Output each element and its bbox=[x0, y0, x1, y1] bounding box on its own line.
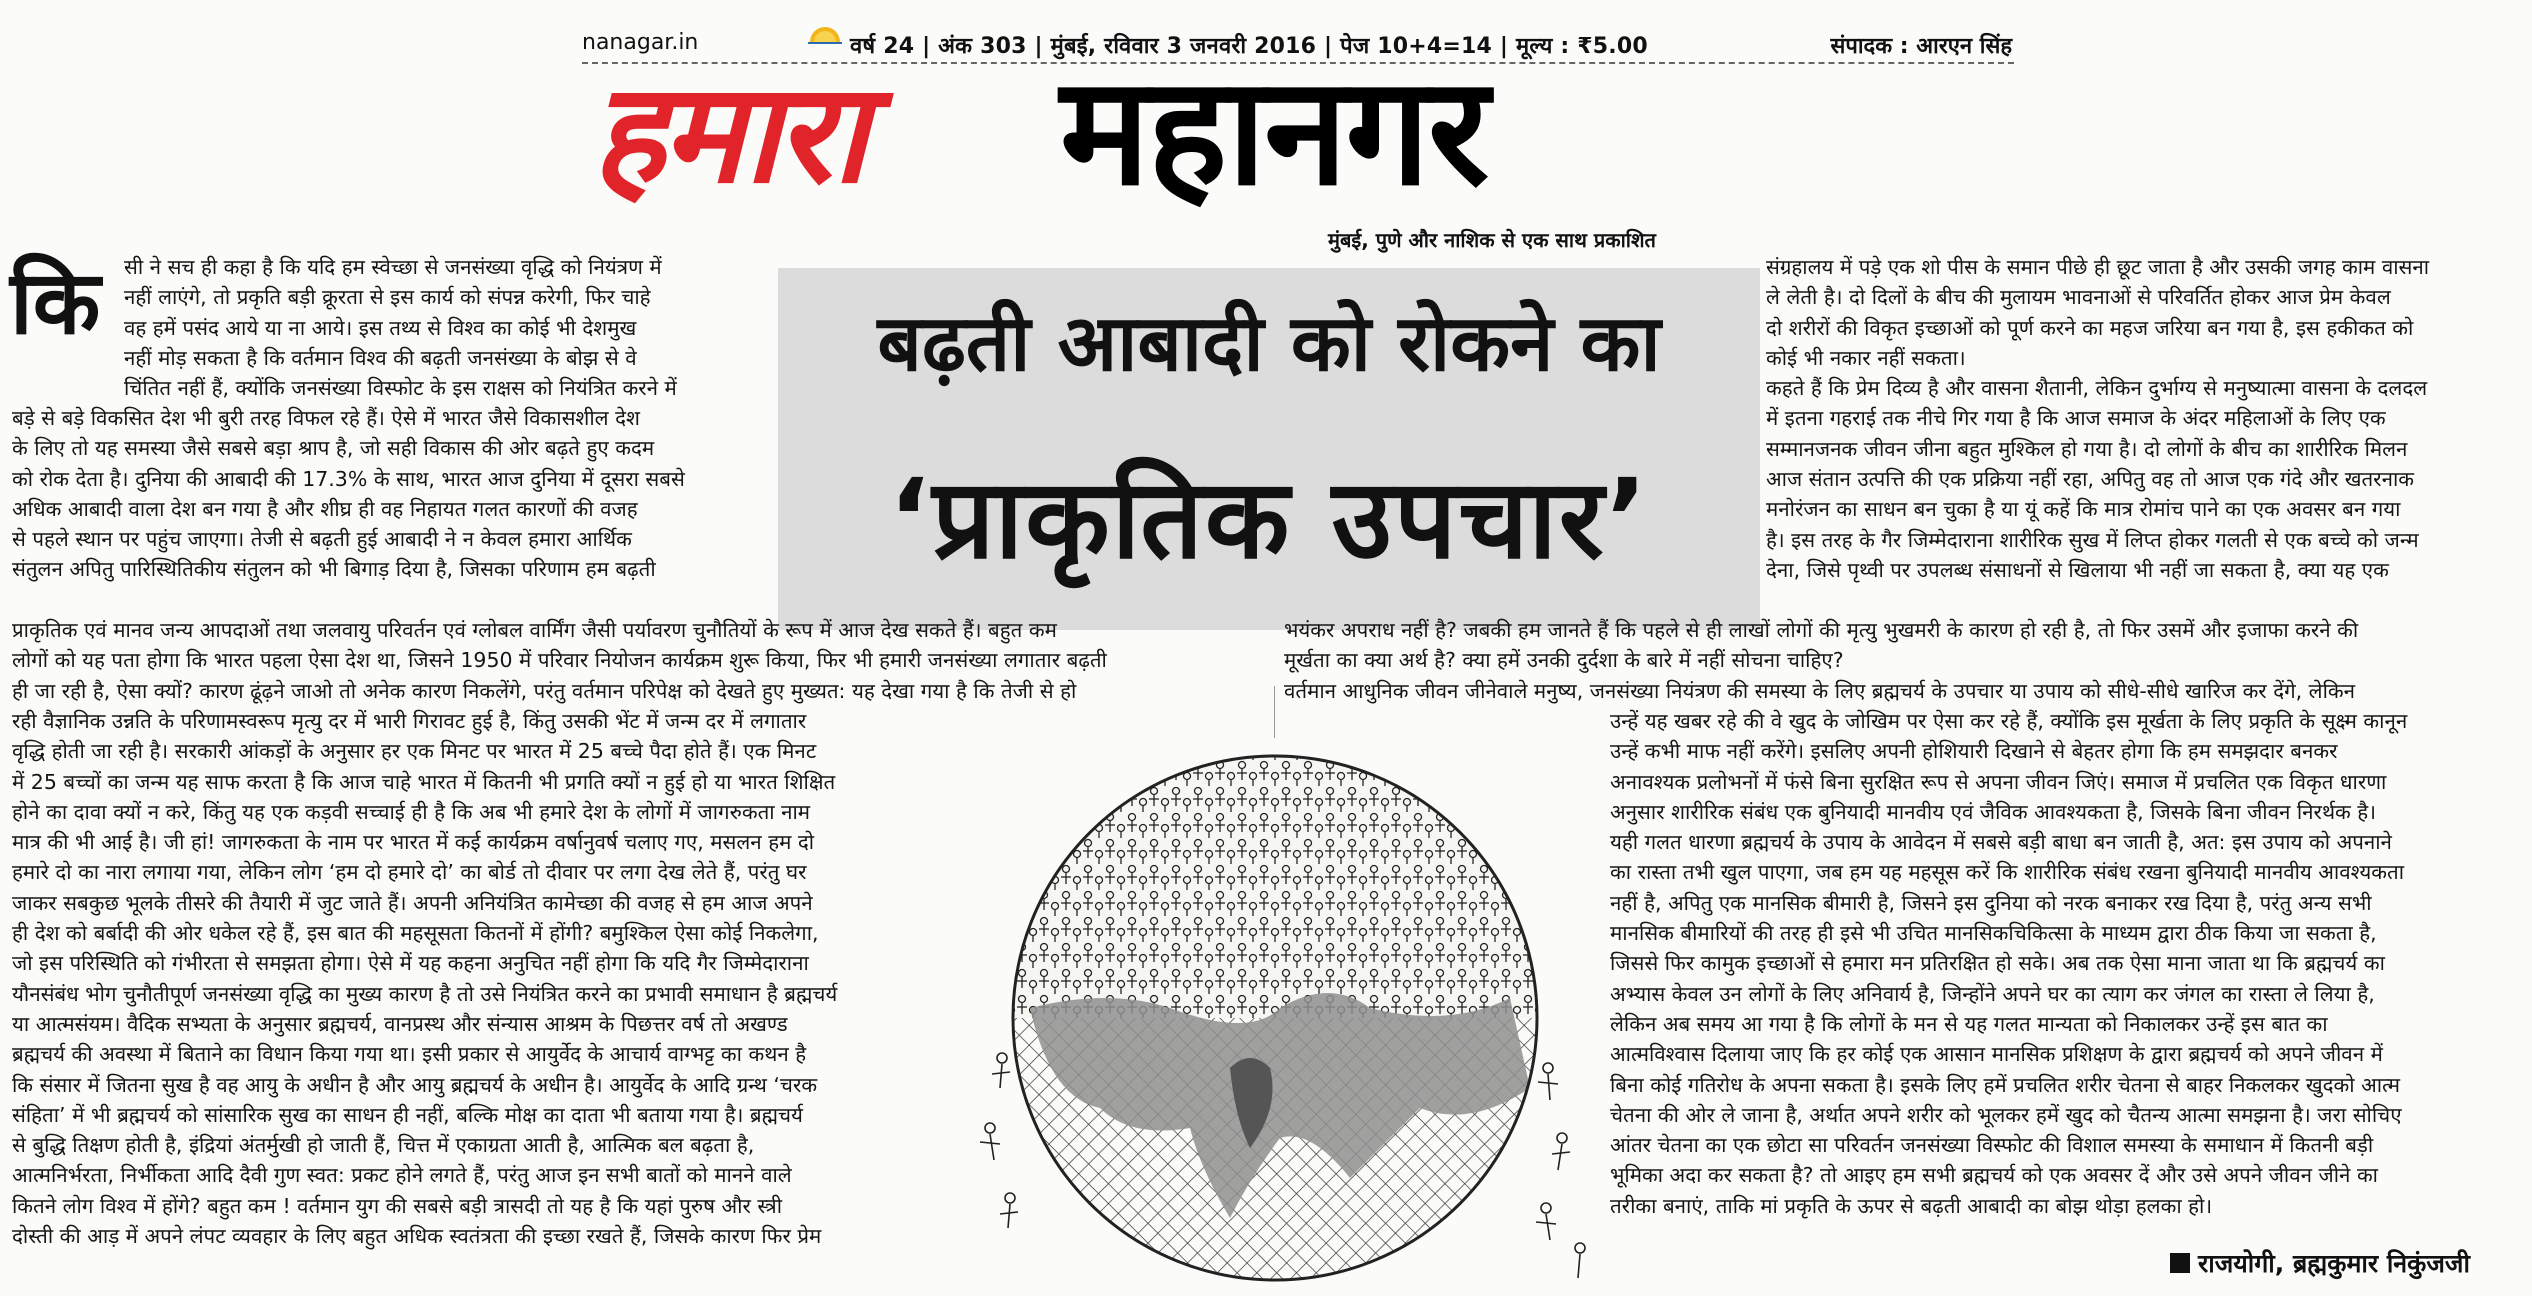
author-marker bbox=[2170, 1253, 2190, 1273]
article-right-bottom bbox=[1610, 706, 2518, 1221]
article-left-bottom bbox=[12, 706, 946, 1251]
masthead-tagline: मुंबई, पुणे और नाशिक से एक साथ प्रकाशित bbox=[1328, 228, 1656, 252]
masthead-title-red: हमारा bbox=[592, 51, 864, 214]
article-line: तरीका बनाएं, ताकि मां प्रकृति के ऊपर से बढ़ती आबादी का बोझ थोड़ा हलका हो। bbox=[1610, 1193, 2213, 1218]
article-wide-left bbox=[12, 615, 1264, 706]
article-line: सम्मानजनक जीवन जीना बहुत मुश्किल हो गया है। दो लोगों के बीच का शारीरिक मिलन bbox=[1766, 436, 2408, 461]
article-line: संग्रहालय में पड़े एक शो पीस के समान पीछे ही छूट जाता है और उसकी जगह काम वासना bbox=[1766, 255, 2430, 279]
article-line: उन्हें कभी माफ नहीं करेंगे। इसलिए अपनी होशियारी दिखाने से बेहतर होगा कि हम समझदार बनकर bbox=[1610, 739, 2338, 764]
drop-cap: कि bbox=[10, 250, 101, 354]
site-url: nanagar.in bbox=[582, 30, 699, 55]
article-line: उन्हें यह खबर रहे की वे खुद के जोखिम पर ऐसा कर रहे हैं, क्योंकि इस मूर्खता के लिए प्रकृति के सूक्ष्म कानून bbox=[1610, 709, 2408, 733]
article-line: ही देश को बर्बादी की ओर धकेल रहे हैं, इस बात की महसूसता कितनों में होंगी? बमुश्किल ऐसा कोई निकलेगा, bbox=[12, 921, 819, 946]
article-line: संतुलन अपितु पारिस्थितिकीय संतुलन को भी बिगाड़ दिया है, जिसका परिणाम हम बढ़ती bbox=[12, 557, 656, 582]
article-line: नहीं मोड़ सकता है कि वर्तमान विश्व की बढ़ती जनसंख्या के बोझ से वे bbox=[124, 345, 637, 370]
article-line: कितने लोग विश्व में होंगे? बहुत कम ! वर्तमान युग की सबसे बड़ी त्रासदी तो यह है कि यहां पुरुष और स्त्री bbox=[12, 1193, 782, 1218]
article-line: दोस्ती की आड़ में अपने लंपट व्यवहार के लिए बहुत अधिक स्वतंत्रता की इच्छा रखते हैं, जिसके कारण फिर प्रेम bbox=[12, 1224, 822, 1249]
article-line: सी ने सच ही कहा है कि यदि हम स्वेच्छा से जनसंख्या वृद्धि को नियंत्रण में bbox=[124, 255, 662, 279]
article-line: यौनसंबंध भोग चुनौतीपूर्ण जनसंख्या वृद्धि का मुख्य कारण है तो उसे नियंत्रित करने का प्रभावी समाधान है ब्रह्मचर्य bbox=[12, 981, 838, 1006]
article-line: है। इस तरह के गैर जिम्मेदाराना शारीरिक सुख में लिप्त होकर गलती से एक बच्चे को जन्म bbox=[1766, 527, 2419, 552]
article-line: अनुसार शारीरिक संबंध एक बुनियादी मानवीय एवं जैविक आवश्यकता है, जिसके बिना जीवन निरर्थक है। bbox=[1610, 799, 2376, 824]
article-right-top bbox=[1766, 252, 2518, 585]
article-line: अनावश्यक प्रलोभनों में फंसे बिना सुरक्षित रूप से अपना जीवन जिएं। समाज में प्रचलित एक विकृत धारणा bbox=[1610, 769, 2387, 794]
article-left-top bbox=[124, 252, 764, 403]
article-line: अधिक आबादी वाला देश बन गया है और शीघ्र ही वह निहायत गलत कारणों की वजह bbox=[12, 496, 638, 521]
article-line: भयंकर अपराध नहीं है? जबकी हम जानते हैं कि पहले से ही लाखों लोगों की मृत्यु भुखमरी के कारण हो रही है, तो फिर उसमें और इजाफा करने की bbox=[1284, 618, 2359, 642]
article-line: संहिता’ में भी ब्रह्मचर्य को सांसारिक सुख का साधन ही नहीं, बल्कि मोक्ष का दाता भी बताया गया है। ब्रह्मचर्य bbox=[12, 1102, 803, 1127]
article-line: से बुद्धि तिक्षण होती है, इंद्रियां अंतर्मुखी हो जाती हैं, चित्त में एकाग्रता आती है, आत्मिक बल बढ़ता है, bbox=[12, 1133, 755, 1158]
editor-credit: संपादक : आरएन सिंह bbox=[1830, 34, 2012, 59]
article-line: वृद्धि होती जा रही है। सरकारी आंकड़ों के अनुसार हर एक मिनट पर भारत में 25 बच्चे पैदा होते हैं। एक मिनट bbox=[12, 739, 817, 764]
article-line: बिना कोई गतिरोध के अपना सकता है। इसके लिए हमें प्रचलित शरीर चेतना से बाहर निकलकर खुदको आत्म bbox=[1610, 1072, 2401, 1097]
headline-line-2: ‘प्राकृतिक उपचार’ bbox=[888, 455, 1650, 583]
article-line: में इतना गहराई तक नीचे गिर गया है कि आज समाज के अंदर महिलाओं के लिए एक bbox=[1766, 406, 2386, 431]
article-line: वह हमें पसंद आये या ना आये। इस तथ्य से विश्व का कोई भी देशमुख bbox=[124, 315, 637, 340]
article-line: के लिए तो यह समस्या जैसे सबसे बड़ा श्राप है, जो सही विकास की ओर बढ़ते हुए कदम bbox=[12, 436, 655, 461]
article-line: भूमिका अदा कर सकता है? तो आइए हम सभी ब्रह्मचर्य को एक अवसर दें और उसे अपने जीवन जीने का bbox=[1610, 1163, 2378, 1188]
article-line: लेकिन अब समय आ गया है कि लोगों के मन से यह गलत मान्यता को निकालकर उन्हें इस बात का bbox=[1610, 1011, 2328, 1036]
article-line: यही गलत धारणा ब्रह्मचर्य के उपाय के आवेदन में सबसे बड़ी बाधा बन जाती है, अत: इस उपाय को अपनाने bbox=[1610, 830, 2392, 855]
article-line: नहीं है, अपितु एक मानसिक बीमारी है, जिसने इस दुनिया को नरक बनाकर रख दिया है, परंतु अन्य सभी bbox=[1610, 890, 2372, 915]
article-left-mid bbox=[12, 403, 764, 585]
article-line: कहते हैं कि प्रेम दिव्य है और वासना शैतानी, लेकिन दुर्भाग्य से मनुष्यात्मा वासना के दलदल bbox=[1766, 376, 2428, 401]
article-line: आंतर चेतना का एक छोटा सा परिवर्तन जनसंख्या विस्फोट की विशाल समस्या के समाधान में कितनी बड़ी bbox=[1610, 1133, 2374, 1158]
article-line: मात्र की भी आई है। जी हां! जागरुकता के नाम पर भारत में कई कार्यक्रम वर्षानुवर्ष चलाए गए, मसलन हम दो bbox=[12, 830, 815, 855]
article-line: ब्रह्मचर्य की अवस्था में बिताने का विधान किया गया था। इसी प्रकार से आयुर्वेद के आचार्य वाग्भट्ट का कथन है bbox=[12, 1042, 807, 1067]
article-line: जो इस परिस्थिति को गंभीरता से समझता होगा। ऐसे में यह कहना अनुचित नहीं होगा कि यदि गैर जिम्मेदाराना bbox=[12, 951, 809, 976]
article-wide-right bbox=[1284, 615, 2518, 706]
article-line: देना, जिसे पृथ्वी पर उपलब्ध संसाधनों से खिलाया भी नहीं जा सकता है, क्या यह एक bbox=[1766, 557, 2389, 582]
article-line: आज संतान उत्पत्ति की एक प्रक्रिया नहीं रहा, अपितु वह तो आज एक गंदे और खतरनाक bbox=[1766, 467, 2415, 492]
article-line: आत्मविश्वास दिलाया जाए कि हर कोई एक आसान मानसिक प्रशिक्षण के द्वारा ब्रह्मचर्य को अपने जीवन में bbox=[1610, 1042, 2383, 1067]
headline-line-1: बढ़ती आबादी को रोकने का bbox=[877, 299, 1661, 389]
author-byline: राजयोगी, ब्रह्मकुमार निकुंजजी bbox=[2198, 1249, 2470, 1278]
article-line: वर्तमान आधुनिक जीवन जीनेवाले मनुष्य, जनसंख्या नियंत्रण की समस्या के लिए ब्रह्मचर्य के उपचार या उपाय को सीधे-सीधे खारिज कर देंगे, लेकिन bbox=[1284, 678, 2355, 703]
article-line: मानसिक बीमारियों की तरह ही इसे भी उचित मानसिकचिकित्सा के माध्यम द्वारा ठीक किया जा सकता है, bbox=[1610, 921, 2377, 946]
article-line: आत्मनिर्भरता, निर्भीकता आदि दैवी गुण स्वत: प्रकट होने लगते हैं, परंतु आज इन सभी बातों को मानने वाले bbox=[12, 1163, 792, 1188]
article-line: दो शरीरों की विकृत इच्छाओं को पूर्ण करने का महज जरिया बन गया है, इस हकीकत को bbox=[1766, 315, 2414, 340]
article-line: लोगों को यह पता होगा कि भारत पहला ऐसा देश था, जिसने 1950 में परिवार नियोजन कार्यक्रम शुरू किया, फिर भी हमारी जनसंख्या लगातार बढ़ती bbox=[12, 648, 1107, 673]
article-line: कोई भी नकार नहीं सकता। bbox=[1766, 345, 1966, 370]
article-line: होने का दावा क्यों न करे, किंतु यह एक कड़वी सच्चाई ही है कि अब भी हमारे देश के लोगों में जागरुकता नाम bbox=[12, 799, 811, 824]
article-line: का रास्ता तभी खुल पाएगा, जब हम यह महसूस करें कि शारीरिक संबंध रखना बुनियादी मानवीय आवश्यकता bbox=[1610, 860, 2405, 885]
article-line: चेतना की ओर ले जाना है, अर्थात अपने शरीर को भूलकर हमें खुद को चैतन्य आत्मा समझना है। जरा सोचिए bbox=[1610, 1102, 2402, 1127]
article-line: को रोक देता है। दुनिया की आबादी की 17.3% के साथ, भारत आज दुनिया में दूसरा सबसे bbox=[12, 466, 685, 491]
article-line: अभ्यास केवल उन लोगों के लिए अनिवार्य है, जिन्होंने अपने घर का त्याग कर जंगल का रास्ता ले लिया है, bbox=[1610, 981, 2375, 1006]
article-line: से पहले स्थान पर पहुंच जाएगा। तेजी से बढ़ती हुई आबादी ने न केवल हमारा आर्थिक bbox=[12, 527, 632, 552]
sun-logo-icon bbox=[808, 22, 842, 44]
article-line: या आत्मसंयम। वैदिक सभ्यता के अनुसार ब्रह्मचर्य, वानप्रस्थ और संन्यास आश्रम के पिछत्तर वर्ष तो अखण्ड bbox=[12, 1011, 788, 1036]
article-line: बड़े से बड़े विकसित देश भी बुरी तरह विफल रहे हैं। ऐसे में भारत जैसे विकासशील देश bbox=[12, 406, 640, 430]
crowded-globe-illustration bbox=[950, 708, 1600, 1288]
masthead-title-black: महानगर bbox=[1060, 45, 1488, 219]
article-line: मनोरंजन का साधन बन चुका है या यूं कहें कि मात्र रोमांच पाने का एक अवसर बन गया bbox=[1766, 497, 2401, 522]
article-line: ले लेती है। दो दिलों के बीच की मुलायम भावनाओं से परिवर्तित होकर आज प्रेम केवल bbox=[1766, 285, 2391, 310]
article-line: कि संसार में जितना सुख है वह आयु के अधीन है और आयु ब्रह्मचर्य के अधीन है। आयुर्वेद के आदि ग्रन्थ ‘चरक bbox=[12, 1072, 818, 1097]
article-line: में 25 बच्चों का जन्म यह साफ करता है कि आज चाहे भारत में कितनी भी प्रगति क्यों न हुई हो या भारत शिक्षित bbox=[12, 769, 836, 794]
article-line: ही जा रही है, ऐसा क्यों? कारण ढूंढ़ने जाओ तो अनेक कारण निकलेंगे, परंतु वर्तमान परिपेक्ष को देखते हुए मुख्यत: यह देखा गया है कि तेजी से हो bbox=[12, 678, 1077, 703]
issue-info: वर्ष 24 | अंक 303 | मुंबई, रविवार 3 जनवरी 2016 | पेज 10+4=14 | मूल्य : ₹5.00 bbox=[850, 34, 1648, 59]
article-line: रही वैज्ञानिक उन्नति के परिणामस्वरूप मृत्यु दर में भारी गिरावट हुई है, किंतु उसकी भेंट में जन्म दर में लगातार bbox=[12, 709, 807, 733]
article-line: प्राकृतिक एवं मानव जन्य आपदाओं तथा जलवायु परिवर्तन एवं ग्लोबल वार्मिंग जैसी पर्यावरण चुनौतियों के रूप में आज देख सकते हैं। बहुत कम bbox=[12, 618, 1057, 642]
article-line: नहीं लाएंगे, तो प्रकृति बड़ी क्रूरता से इस कार्य को संपन्न करेगी, फिर चाहे bbox=[124, 285, 651, 310]
article-line: चिंतित नहीं हैं, क्योंकि जनसंख्या विस्फोट के इस राक्षस को नियंत्रित करने में bbox=[124, 376, 677, 401]
article-line: जाकर सबकुछ भूलके तीसरे की तैयारी में जुट जाते हैं। अपनी अनियंत्रित कामेच्छा की वजह से हम आज अपने bbox=[12, 890, 813, 915]
article-line: मूर्खता का क्या अर्थ है? क्या हमें उनकी दुर्दशा के बारे में नहीं सोचना चाहिए? bbox=[1284, 648, 1844, 673]
article-line: हमारे दो का नारा लगाया गया, लेकिन लोग ‘हम दो हमारे दो’ का बोर्ड तो दीवार पर लगा देख लेते हैं, परंतु घर bbox=[12, 860, 807, 885]
article-line: जिससे फिर कामुक इच्छाओं से हमारा मन प्रतिरक्षित हो सके। अब तक ऐसा माना जाता था कि ब्रह्मचर्य का bbox=[1610, 951, 2385, 976]
